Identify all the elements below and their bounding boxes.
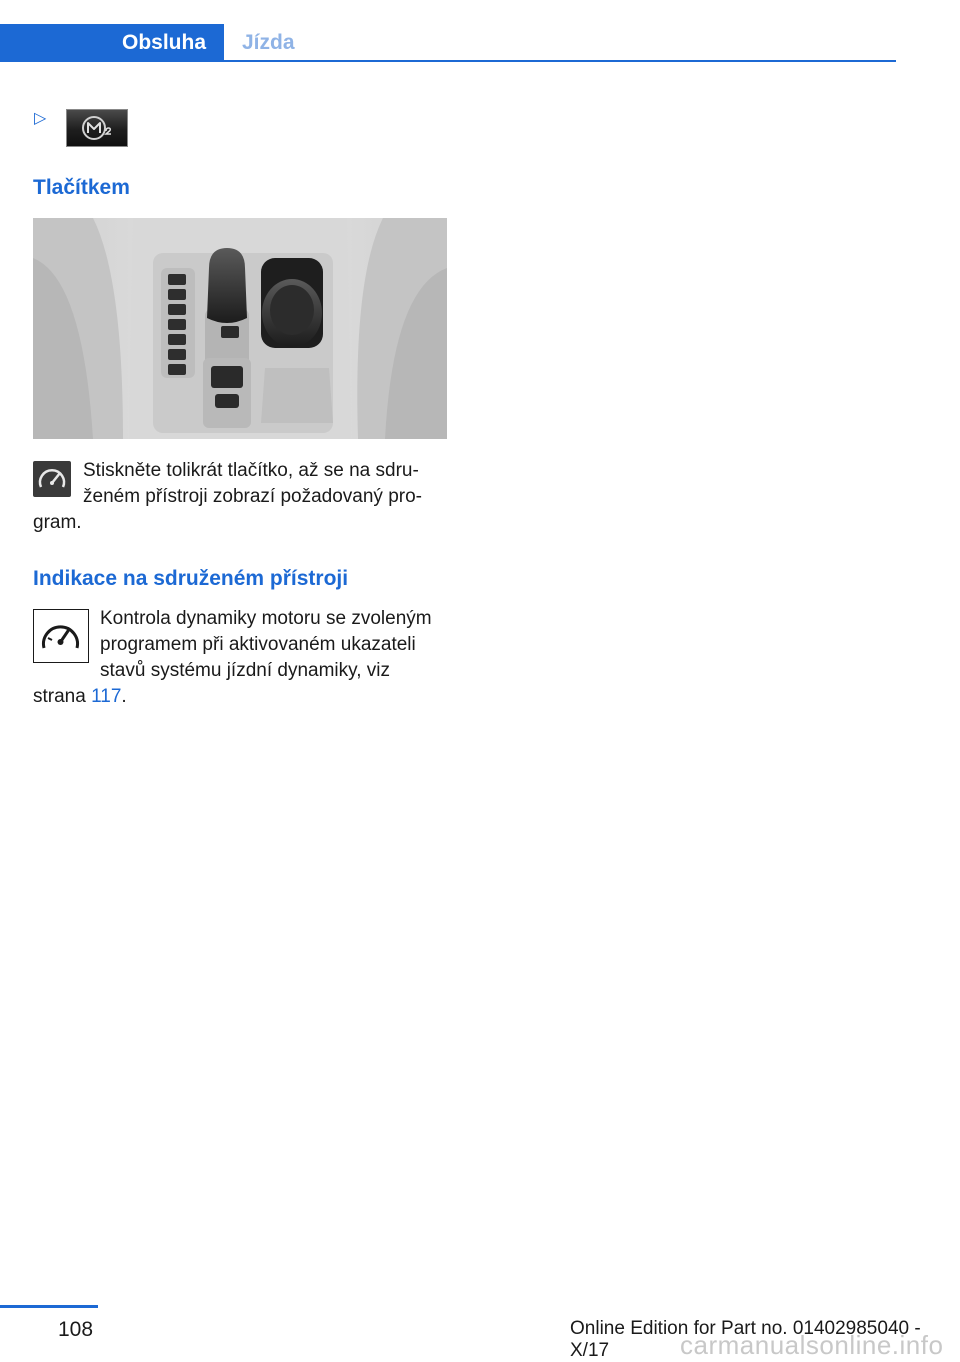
m2-button-icon — [66, 109, 128, 147]
paragraph-line — [33, 684, 127, 710]
speedometer-icon — [33, 461, 71, 497]
tab-obsluha[interactable]: Obsluha — [0, 24, 224, 62]
bullet-marker: ▷ — [34, 110, 47, 127]
paragraph-line: ženém přístroji zobrazí požadovaný pro‐ — [83, 486, 422, 507]
tab-jizda[interactable]: Jízda — [242, 31, 295, 54]
page-link-117[interactable]: 117 — [91, 686, 122, 707]
section-title-tlacitkem: Tlačítkem — [33, 176, 130, 199]
page-number: 108 — [58, 1318, 94, 1341]
dynamics-gauge-icon — [33, 609, 89, 663]
paragraph-text: . — [121, 686, 127, 707]
center-console-photo — [33, 218, 447, 439]
paragraph-line: gram. — [33, 512, 82, 533]
edition-text: Online Edition for Part no. 01402985040 - X/17 — [570, 1318, 921, 1361]
paragraph-line: Stiskněte tolikrát tlačítko, až se na sdru‐ — [83, 460, 419, 481]
watermark: carmanualsonline.info — [680, 1330, 944, 1360]
footer-accent-line — [0, 1305, 98, 1308]
paragraph-line: programem při aktivovaném ukazateli — [100, 634, 416, 655]
section-title-indikace: Indikace na sdruženém přístroji — [33, 567, 349, 590]
paragraph-text: strana — [33, 686, 92, 707]
paragraph-line: stavů systému jízdní dynamiky, viz — [100, 660, 391, 681]
header-underline — [0, 60, 896, 62]
paragraph-line: Kontrola dynamiky motoru se zvoleným — [100, 608, 432, 629]
